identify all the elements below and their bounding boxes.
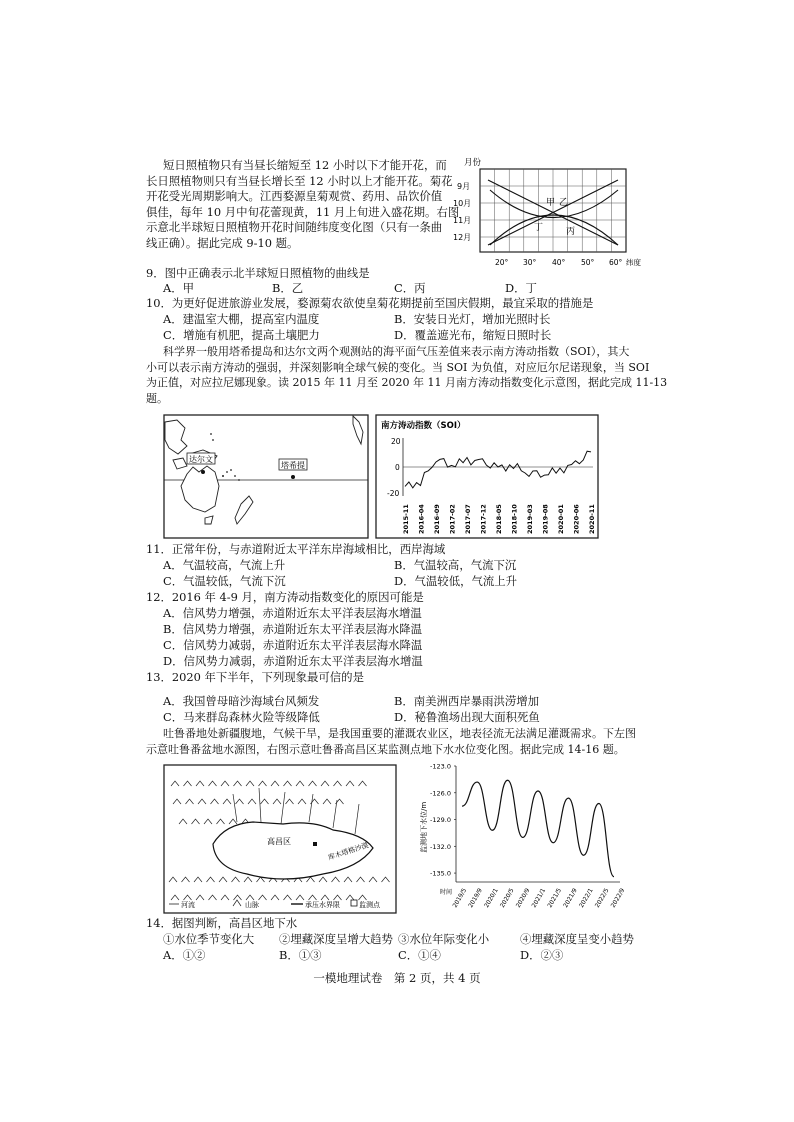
label-tahiti: 塔希提 xyxy=(281,461,305,470)
soi-x-tick: 2016-04 xyxy=(417,504,426,534)
q9-option-b[interactable]: B．乙 xyxy=(272,281,304,295)
gw-x-tick: 2020/1 xyxy=(483,887,500,909)
soi-x-tick: 2020-01 xyxy=(557,504,565,534)
curve-label-bing: 丙 xyxy=(566,227,576,237)
q14-item-3: ③水位年际变化小 xyxy=(398,932,490,946)
soi-x-tick: 2018-10 xyxy=(510,504,519,534)
gw-y-tick: -126.0 xyxy=(430,789,451,798)
gw-x-tick: 2019/9 xyxy=(467,887,484,909)
curve-label-yi: 乙 xyxy=(559,198,569,208)
gw-x-tick: 2021/5 xyxy=(546,887,564,909)
groundwater-chart xyxy=(410,758,630,918)
intro-line: 短日照植物只有当昼长缩短至 12 小时以下才能开花，而 xyxy=(163,158,447,172)
intro-line: 吐鲁番地处新疆腹地，气候干旱，是我国重要的灌溉农业区，地表径流无法满足灌溉需求。下左图 xyxy=(163,727,636,740)
month-label: 9月 xyxy=(457,182,471,191)
q13-option-a[interactable]: A．我国曾母暗沙海域台风频发 xyxy=(163,694,320,708)
soi-x-tick: 2019-08 xyxy=(541,504,550,534)
soi-x-tick: 2017-07 xyxy=(464,504,472,534)
intro-line: 为正值，对应拉尼娜现象。读 2015 年 11 月至 2020 年 11 月南方涛动指数变化示意图，据此完成 11-13 xyxy=(146,376,668,389)
intro-line: 长日照植物则只有当昼长增长至 12 小时以上才能开花。菊花 xyxy=(146,173,453,188)
q11-option-b[interactable]: B．气温较高，气流下沉 xyxy=(394,558,517,572)
question-9-stem: 9．图中正确表示北半球短日照植物的曲线是 xyxy=(146,266,370,280)
intro-line: 题。 xyxy=(146,391,168,405)
question-10-stem: 10．为更好促进旅游业发展，婺源菊农欲使皇菊花期提前至国庆假期，最宜采取的措施是 xyxy=(146,296,594,310)
intro-line: 示意吐鲁番盆地水源图，右图示意吐鲁番高昌区某监测点地下水水位变化图。据此完成 14-16 题。 xyxy=(146,742,625,756)
q11-option-c[interactable]: C．气温较低，气流下沉 xyxy=(163,574,286,588)
gw-y-tick: -132.0 xyxy=(430,842,451,851)
q10-option-d[interactable]: D．覆盖遮光布，缩短日照时长 xyxy=(394,328,552,342)
soi-y-tick: 20 xyxy=(391,437,401,446)
intro-line: 俱佳，每年 10 月中旬花蕾现黄，11 月上旬进入盛花期。右图 xyxy=(146,204,460,219)
label-desert: 库木塔格沙漠 xyxy=(327,841,370,862)
q11-option-d[interactable]: D．气温较低，气流上升 xyxy=(394,574,518,588)
q9-option-d[interactable]: D．丁 xyxy=(505,281,537,295)
intro-line: 开花受光周期影响大。江西婺源皇菊观赏、药用、品饮价值 xyxy=(146,189,443,203)
intro-line: 小可以表示南方涛动的强弱，并深刻影响全球气候的变化。当 SOI 为负值，对应厄尔尼诺现象，当 SOI xyxy=(146,360,650,374)
q14-item-2: ②埋藏深度呈增大趋势 xyxy=(279,932,393,946)
question-12-stem: 12．2016 年 4-9 月，南方涛动指数变化的原因可能是 xyxy=(146,590,424,604)
gw-x-tick: 时间 xyxy=(440,889,453,896)
soi-title: 南方涛动指数（SOI） xyxy=(381,421,466,431)
gw-y-tick: -129.0 xyxy=(430,816,451,825)
x-axis-label: 纬度 xyxy=(626,258,641,267)
chart-ylabel: 月份 xyxy=(464,158,482,168)
month-label: 10月 xyxy=(453,199,472,208)
q10-option-a[interactable]: A．建温室大棚，提高室内温度 xyxy=(163,312,320,326)
q13-option-c[interactable]: C．马来群岛森林火险等级降低 xyxy=(163,710,320,724)
soi-y-tick: 0 xyxy=(395,463,400,472)
gw-x-tick: 2022/1 xyxy=(578,887,595,909)
question-13-stem: 13．2020 年下半年，下列现象最可信的是 xyxy=(146,670,364,684)
q14-option-c[interactable]: C．①④ xyxy=(398,948,441,962)
legend-river: 河流 xyxy=(181,901,195,909)
intro-line: 科学界一般用塔希提岛和达尔文两个观测站的海平面气压差值来表示南方涛动指数（SOI），其大 xyxy=(163,345,630,358)
x-tick: 60° xyxy=(609,258,623,267)
soi-y-tick: -20 xyxy=(387,489,400,498)
q11-option-a[interactable]: A．气温较高，气流上升 xyxy=(163,558,286,572)
q14-option-a[interactable]: A．①② xyxy=(163,948,206,962)
turpan-basin-map xyxy=(163,764,397,914)
q10-option-c[interactable]: C．增施有机肥，提高土壤肥力 xyxy=(163,328,320,342)
soi-x-tick: 2020-06 xyxy=(572,504,581,534)
q14-item-4: ④埋藏深度呈变小趋势 xyxy=(520,932,634,946)
q10-option-b[interactable]: B．安装日光灯，增加光照时长 xyxy=(394,312,551,326)
question-14-stem: 14．据图判断，高昌区地下水 xyxy=(146,916,298,930)
question-11-stem: 11．正常年份，与赤道附近太平洋东岸海域相比，西岸海域 xyxy=(146,542,446,556)
q13-option-d[interactable]: D．秘鲁渔场出现大面积死鱼 xyxy=(394,710,540,724)
gw-x-tick: 2021/9 xyxy=(562,887,579,909)
soi-x-tick: 2015-11 xyxy=(402,504,410,534)
gw-x-tick: 2022/9 xyxy=(609,887,627,909)
soi-x-tick: 2019-03 xyxy=(526,504,534,534)
soi-x-tick: 2017-12 xyxy=(479,504,488,534)
q12-option-b[interactable]: B．信风势力增强，赤道附近东太平洋表层海水降温 xyxy=(163,622,422,636)
x-tick: 20° xyxy=(495,258,509,267)
latitude-flowering-chart xyxy=(440,150,655,275)
month-label: 12月 xyxy=(453,233,472,242)
gw-x-tick: 2020/5 xyxy=(498,887,516,909)
curve-label-jia: 甲 xyxy=(546,198,556,208)
gw-x-tick: 2019/5 xyxy=(451,887,469,909)
label-gaochang: 高昌区 xyxy=(267,837,291,846)
label-darwin: 达尔文 xyxy=(189,455,213,464)
q9-option-a[interactable]: A．甲 xyxy=(163,281,195,295)
q9-option-c[interactable]: C．丙 xyxy=(394,281,426,295)
q14-item-1: ①水位季节变化大 xyxy=(163,932,255,946)
gw-x-tick: 2021/1 xyxy=(530,887,548,909)
q14-option-b[interactable]: B．①③ xyxy=(279,948,322,962)
q12-option-d[interactable]: D．信风势力减弱，赤道附近东太平洋表层海水增温 xyxy=(163,654,423,668)
q12-option-c[interactable]: C．信风势力减弱，赤道附近东太平洋表层海水降温 xyxy=(163,638,423,652)
x-tick: 30° xyxy=(523,258,537,267)
soi-x-tick: 2020-11 xyxy=(588,504,596,534)
gw-ylabel: 监测地下水位/m xyxy=(420,801,428,853)
legend-mountain: 山脉 xyxy=(245,901,259,909)
soi-x-tick: 2017-02 xyxy=(448,504,457,534)
legend-boundary: 承压水界限 xyxy=(305,901,340,909)
intro-line: 线正确）。据此完成 9-10 题。 xyxy=(146,235,299,250)
x-tick: 50° xyxy=(581,258,595,267)
legend-monitor-point: 监测点 xyxy=(359,901,380,909)
x-tick: 40° xyxy=(552,258,566,267)
gw-y-tick: -123.0 xyxy=(430,762,451,771)
q13-option-b[interactable]: B．南美洲西岸暴雨洪涝增加 xyxy=(394,694,540,708)
intro-line: 示意北半球短日照植物开花时间随纬度变化图（只有一条曲 xyxy=(146,220,443,234)
curve-label-ding: 丁 xyxy=(534,223,544,233)
pacific-map xyxy=(163,414,369,539)
gw-x-tick: 2022/5 xyxy=(593,887,611,909)
q12-option-a[interactable]: A．信风势力增强，赤道附近东太平洋表层海水增温 xyxy=(163,606,422,620)
soi-x-tick: 2018-05 xyxy=(495,504,503,534)
page-footer: 一模地理试卷 第 2 页，共 4 页 xyxy=(313,971,481,985)
soi-chart xyxy=(375,414,599,539)
soi-x-tick: 2016-09 xyxy=(433,504,441,534)
month-label: 11月 xyxy=(453,216,472,225)
gw-x-tick: 2020/9 xyxy=(514,887,532,909)
gw-y-tick: -135.0 xyxy=(430,869,451,878)
gw-series-line xyxy=(462,780,614,876)
q14-option-d[interactable]: D．②③ xyxy=(520,948,564,962)
